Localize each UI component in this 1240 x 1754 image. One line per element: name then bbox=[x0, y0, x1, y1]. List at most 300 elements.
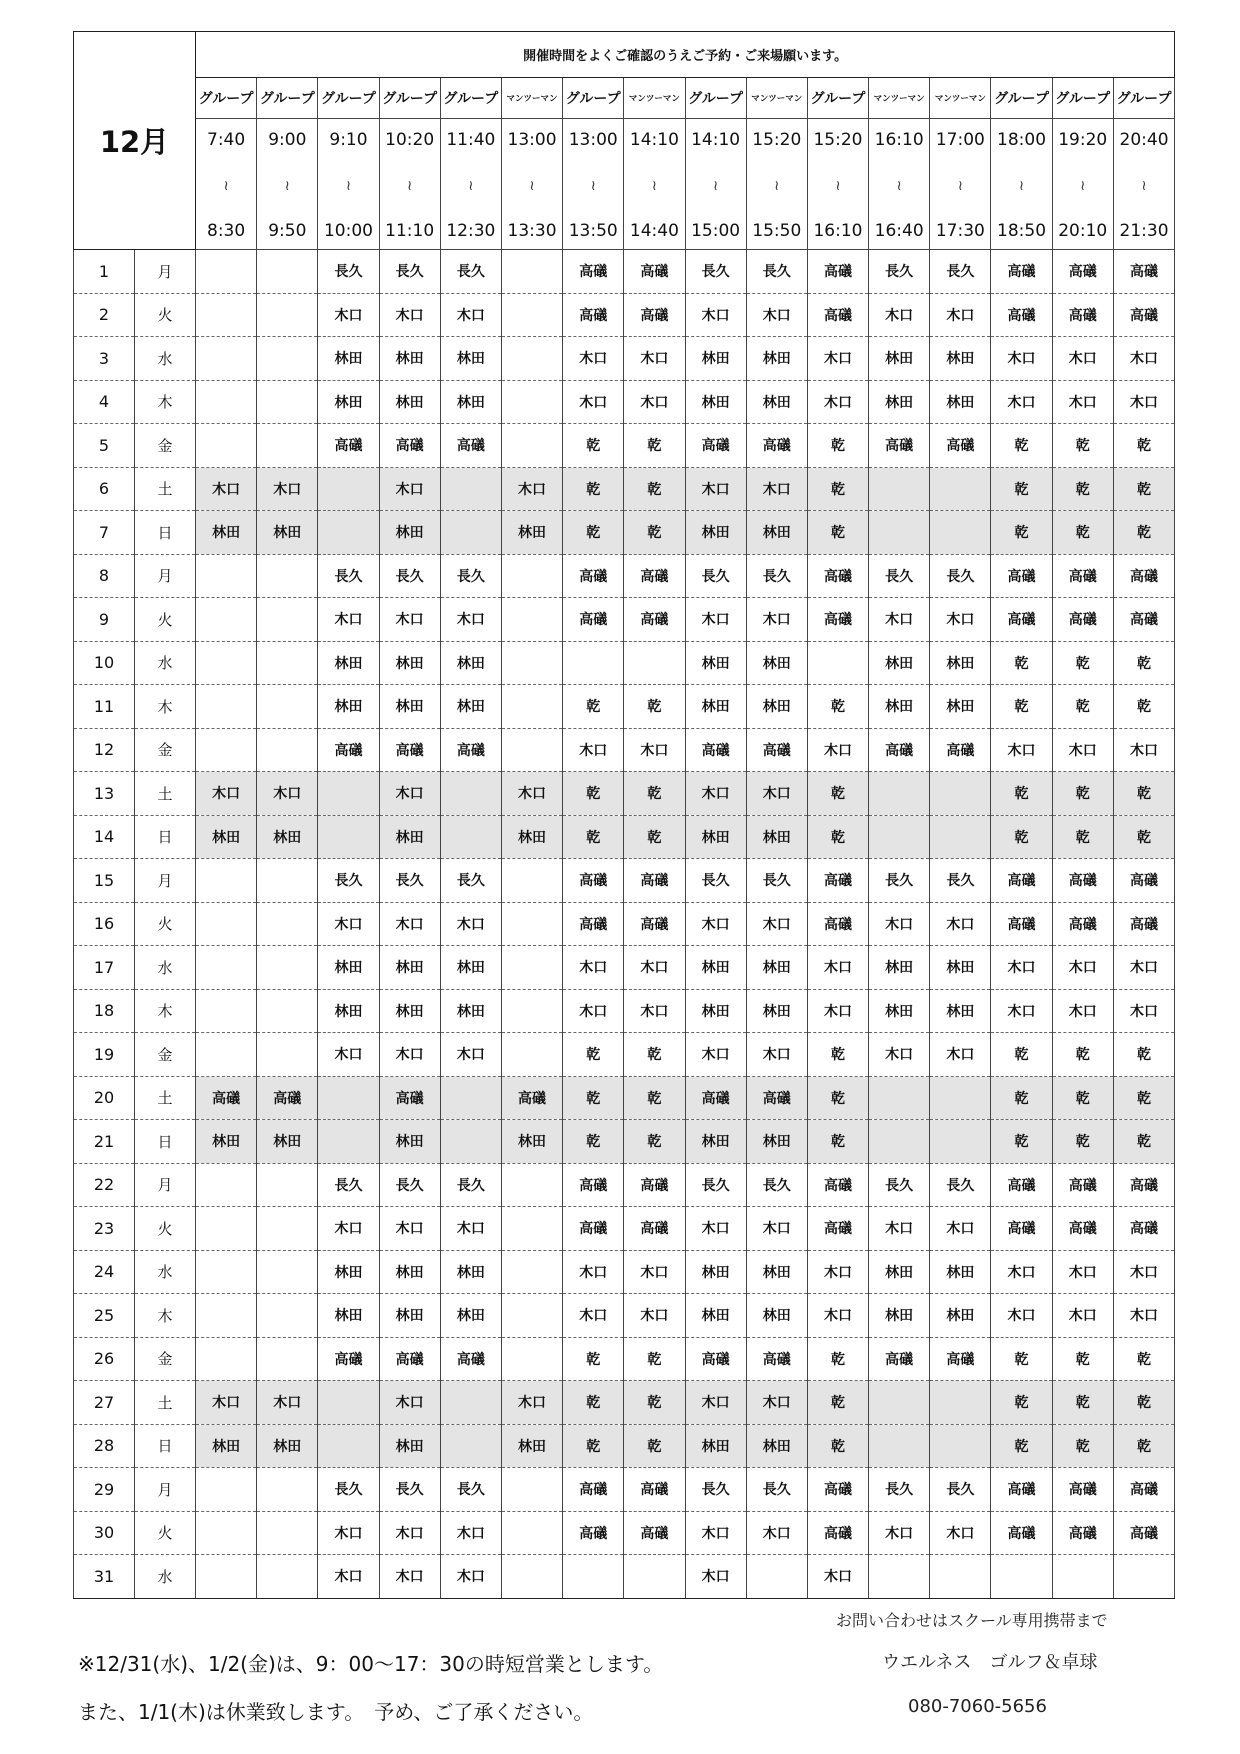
instructor-cell: 高礒 bbox=[991, 293, 1052, 337]
instructor-cell: 木口 bbox=[440, 1555, 501, 1599]
instructor-cell: 乾 bbox=[624, 1120, 685, 1164]
end-time: 20:10 bbox=[1058, 221, 1108, 241]
instructor-cell: 林田 bbox=[440, 989, 501, 1033]
instructor-cell: 高礒 bbox=[807, 1511, 868, 1555]
time-range bbox=[991, 119, 1051, 249]
instructor-cell: 木口 bbox=[1052, 728, 1113, 772]
instructor-cell: 長久 bbox=[685, 1468, 746, 1512]
instructor-cell bbox=[196, 641, 257, 685]
range-separator: ≀ bbox=[590, 178, 596, 194]
instructor-cell: 林田 bbox=[930, 380, 991, 424]
instructor-cell: 林田 bbox=[379, 989, 440, 1033]
day-row bbox=[74, 1033, 1175, 1077]
instructor-cell: 高礒 bbox=[685, 424, 746, 468]
start-time: 20:40 bbox=[1119, 130, 1169, 150]
instructor-cell: 高礒 bbox=[991, 1468, 1052, 1512]
instructor-cell bbox=[501, 1468, 562, 1512]
instructor-cell: 長久 bbox=[318, 554, 379, 598]
instructor-cell: 林田 bbox=[685, 946, 746, 990]
instructor-cell: 木口 bbox=[1113, 1294, 1174, 1338]
month-title: 12月 bbox=[74, 32, 196, 250]
instructor-cell: 長久 bbox=[685, 859, 746, 903]
instructor-cell: 林田 bbox=[440, 1250, 501, 1294]
instructor-cell: 木口 bbox=[991, 337, 1052, 381]
instructor-cell: 高礒 bbox=[257, 1076, 318, 1120]
instructor-cell bbox=[318, 467, 379, 511]
instructor-cell bbox=[563, 641, 624, 685]
instructor-cell bbox=[196, 1468, 257, 1512]
instructor-cell: 乾 bbox=[624, 1424, 685, 1468]
instructor-cell: 林田 bbox=[501, 511, 562, 555]
instructor-cell: 木口 bbox=[379, 1033, 440, 1077]
time-range bbox=[257, 119, 317, 249]
instructor-cell bbox=[501, 728, 562, 772]
day-row bbox=[74, 989, 1175, 1033]
day-of-week: 金 bbox=[135, 1033, 196, 1077]
instructor-cell bbox=[501, 554, 562, 598]
instructor-cell: 木口 bbox=[746, 467, 807, 511]
day-number: 24 bbox=[74, 1250, 135, 1294]
instructor-cell bbox=[930, 1424, 991, 1468]
instructor-cell: 木口 bbox=[685, 1381, 746, 1425]
instructor-cell: 高礒 bbox=[991, 1207, 1052, 1251]
instructor-cell: 長久 bbox=[930, 554, 991, 598]
lesson-type: マンツーマン bbox=[869, 78, 930, 119]
instructor-cell bbox=[257, 989, 318, 1033]
range-separator: ≀ bbox=[529, 178, 535, 194]
instructor-cell: 木口 bbox=[563, 989, 624, 1033]
instructor-cell: 乾 bbox=[563, 511, 624, 555]
instructor-cell: 木口 bbox=[318, 1511, 379, 1555]
instructor-cell: 乾 bbox=[1113, 1381, 1174, 1425]
instructor-cell bbox=[930, 815, 991, 859]
day-of-week: 日 bbox=[135, 815, 196, 859]
instructor-cell: 高礒 bbox=[869, 424, 930, 468]
day-of-week: 水 bbox=[135, 1250, 196, 1294]
instructor-cell: 高礒 bbox=[807, 250, 868, 294]
instructor-cell: 高礒 bbox=[624, 293, 685, 337]
instructor-cell: 木口 bbox=[685, 1511, 746, 1555]
instructor-cell bbox=[196, 1555, 257, 1599]
day-of-week: 木 bbox=[135, 380, 196, 424]
instructor-cell: 木口 bbox=[379, 1555, 440, 1599]
instructor-cell: 乾 bbox=[1113, 1337, 1174, 1381]
end-time: 17:30 bbox=[935, 221, 985, 241]
day-number: 29 bbox=[74, 1468, 135, 1512]
instructor-cell: 木口 bbox=[746, 1033, 807, 1077]
instructor-cell bbox=[196, 1250, 257, 1294]
instructor-cell: 乾 bbox=[991, 1381, 1052, 1425]
time-slot bbox=[685, 119, 746, 250]
instructor-cell bbox=[501, 685, 562, 729]
instructor-cell: 乾 bbox=[807, 815, 868, 859]
instructor-cell: 乾 bbox=[807, 467, 868, 511]
instructor-cell bbox=[257, 1337, 318, 1381]
instructor-cell: 高礒 bbox=[563, 293, 624, 337]
instructor-cell: 木口 bbox=[1113, 728, 1174, 772]
instructor-cell: 林田 bbox=[930, 946, 991, 990]
instructor-cell bbox=[196, 859, 257, 903]
day-of-week: 金 bbox=[135, 728, 196, 772]
instructor-cell: 木口 bbox=[379, 1207, 440, 1251]
instructor-cell bbox=[807, 641, 868, 685]
day-of-week: 木 bbox=[135, 1294, 196, 1338]
day-row bbox=[74, 728, 1175, 772]
range-separator: ≀ bbox=[407, 178, 413, 194]
time-range bbox=[441, 119, 501, 249]
instructor-cell: 高礒 bbox=[318, 728, 379, 772]
instructor-cell bbox=[196, 380, 257, 424]
range-separator: ≀ bbox=[223, 178, 229, 194]
instructor-cell bbox=[257, 380, 318, 424]
instructor-cell: 高礒 bbox=[1113, 859, 1174, 903]
instructor-cell: 高礒 bbox=[1052, 859, 1113, 903]
day-row bbox=[74, 859, 1175, 903]
day-number: 22 bbox=[74, 1163, 135, 1207]
instructor-cell: 乾 bbox=[991, 772, 1052, 816]
instructor-cell: 木口 bbox=[624, 728, 685, 772]
instructor-cell: 木口 bbox=[1052, 1250, 1113, 1294]
instructor-cell: 長久 bbox=[440, 250, 501, 294]
lesson-type: グループ bbox=[318, 78, 379, 119]
instructor-cell: 林田 bbox=[257, 815, 318, 859]
instructor-cell: 長久 bbox=[869, 1468, 930, 1512]
instructor-cell: 乾 bbox=[807, 1076, 868, 1120]
instructor-cell bbox=[318, 815, 379, 859]
instructor-cell bbox=[869, 1555, 930, 1599]
instructor-cell: 木口 bbox=[563, 1294, 624, 1338]
instructor-cell: 長久 bbox=[318, 250, 379, 294]
instructor-cell bbox=[257, 1207, 318, 1251]
instructor-cell: 木口 bbox=[869, 1207, 930, 1251]
instructor-cell bbox=[501, 902, 562, 946]
instructor-cell: 高礒 bbox=[624, 859, 685, 903]
instructor-cell: 乾 bbox=[991, 641, 1052, 685]
instructor-cell: 乾 bbox=[624, 1337, 685, 1381]
instructor-cell: 高礒 bbox=[685, 1076, 746, 1120]
instructor-cell: 林田 bbox=[930, 685, 991, 729]
day-row bbox=[74, 902, 1175, 946]
instructor-cell: 木口 bbox=[318, 1033, 379, 1077]
time-slot bbox=[563, 119, 624, 250]
instructor-cell: 木口 bbox=[196, 467, 257, 511]
instructor-cell bbox=[257, 1033, 318, 1077]
instructor-cell: 林田 bbox=[685, 685, 746, 729]
instructor-cell: 高礒 bbox=[991, 554, 1052, 598]
time-range bbox=[380, 119, 440, 249]
instructor-cell: 木口 bbox=[807, 1250, 868, 1294]
instructor-cell: 乾 bbox=[1052, 424, 1113, 468]
time-slot bbox=[1052, 119, 1113, 250]
instructor-cell: 長久 bbox=[746, 859, 807, 903]
range-separator: ≀ bbox=[284, 178, 290, 194]
instructor-cell bbox=[869, 1120, 930, 1164]
day-number: 31 bbox=[74, 1555, 135, 1599]
instructor-cell: 木口 bbox=[440, 598, 501, 642]
instructor-cell: 高礒 bbox=[379, 1337, 440, 1381]
time-range bbox=[930, 119, 990, 249]
start-time: 15:20 bbox=[813, 130, 863, 150]
instructor-cell: 高礒 bbox=[746, 1337, 807, 1381]
instructor-cell: 長久 bbox=[930, 1468, 991, 1512]
instructor-cell bbox=[440, 1076, 501, 1120]
time-range bbox=[1114, 119, 1174, 249]
end-time: 10:00 bbox=[323, 221, 373, 241]
instructor-cell: 高礒 bbox=[501, 1076, 562, 1120]
time-range bbox=[808, 119, 868, 249]
instructor-cell: 高礒 bbox=[563, 859, 624, 903]
instructor-cell: 木口 bbox=[991, 1294, 1052, 1338]
instructor-cell bbox=[501, 1555, 562, 1599]
instructor-cell: 木口 bbox=[318, 1207, 379, 1251]
instructor-cell: 林田 bbox=[318, 641, 379, 685]
instructor-cell: 木口 bbox=[869, 293, 930, 337]
day-number: 18 bbox=[74, 989, 135, 1033]
instructor-cell: 林田 bbox=[930, 337, 991, 381]
time-slot bbox=[807, 119, 868, 250]
instructor-cell: 木口 bbox=[318, 902, 379, 946]
instructor-cell: 木口 bbox=[685, 598, 746, 642]
range-separator: ≀ bbox=[651, 178, 658, 194]
instructor-cell: 木口 bbox=[807, 380, 868, 424]
instructor-cell: 高礒 bbox=[624, 1207, 685, 1251]
instructor-cell bbox=[501, 424, 562, 468]
instructor-cell: 木口 bbox=[1052, 946, 1113, 990]
day-row bbox=[74, 337, 1175, 381]
instructor-cell: 乾 bbox=[807, 1424, 868, 1468]
instructor-cell: 長久 bbox=[746, 554, 807, 598]
instructor-cell: 乾 bbox=[807, 772, 868, 816]
instructor-cell bbox=[257, 250, 318, 294]
day-number: 23 bbox=[74, 1207, 135, 1251]
instructor-cell: 林田 bbox=[257, 511, 318, 555]
instructor-cell: 林田 bbox=[746, 946, 807, 990]
day-of-week: 火 bbox=[135, 1511, 196, 1555]
instructor-cell: 木口 bbox=[991, 946, 1052, 990]
start-time: 9:10 bbox=[329, 130, 368, 150]
instructor-cell: 林田 bbox=[440, 380, 501, 424]
instructor-cell: 高礒 bbox=[1052, 902, 1113, 946]
instructor-cell: 高礒 bbox=[1113, 554, 1174, 598]
instructor-cell bbox=[257, 728, 318, 772]
instructor-cell: 木口 bbox=[624, 989, 685, 1033]
instructor-cell: 高礒 bbox=[1113, 250, 1174, 294]
instructor-cell bbox=[257, 1555, 318, 1599]
instructor-cell bbox=[930, 511, 991, 555]
instructor-cell: 木口 bbox=[685, 1033, 746, 1077]
instructor-cell: 林田 bbox=[379, 1120, 440, 1164]
instructor-cell: 林田 bbox=[685, 641, 746, 685]
instructor-cell: 林田 bbox=[685, 1294, 746, 1338]
instructor-cell: 高礒 bbox=[563, 1207, 624, 1251]
instructor-cell: 乾 bbox=[1052, 772, 1113, 816]
instructor-cell: 高礒 bbox=[563, 1468, 624, 1512]
instructor-cell bbox=[196, 1294, 257, 1338]
day-number: 28 bbox=[74, 1424, 135, 1468]
day-of-week: 火 bbox=[135, 598, 196, 642]
instructor-cell: 高礒 bbox=[991, 1511, 1052, 1555]
instructor-cell: 乾 bbox=[1113, 1424, 1174, 1468]
instructor-cell: 長久 bbox=[869, 554, 930, 598]
instructor-cell: 乾 bbox=[807, 1033, 868, 1077]
day-number: 20 bbox=[74, 1076, 135, 1120]
start-time: 18:00 bbox=[997, 130, 1047, 150]
instructor-cell: 長久 bbox=[440, 859, 501, 903]
instructor-cell bbox=[196, 1511, 257, 1555]
instructor-cell: 林田 bbox=[685, 989, 746, 1033]
instructor-cell: 高礒 bbox=[807, 293, 868, 337]
instructor-cell: 木口 bbox=[746, 598, 807, 642]
instructor-cell: 木口 bbox=[1113, 380, 1174, 424]
range-separator: ≀ bbox=[345, 178, 352, 194]
day-row bbox=[74, 685, 1175, 729]
range-separator: ≀ bbox=[896, 178, 902, 194]
day-of-week: 月 bbox=[135, 859, 196, 903]
lesson-type: グループ bbox=[196, 78, 257, 119]
instructor-cell bbox=[501, 337, 562, 381]
instructor-cell bbox=[257, 1294, 318, 1338]
schedule-table bbox=[73, 31, 1175, 1599]
time-range bbox=[686, 119, 746, 249]
instructor-cell bbox=[196, 1163, 257, 1207]
instructor-cell: 林田 bbox=[746, 380, 807, 424]
instructor-cell bbox=[930, 467, 991, 511]
instructor-cell bbox=[501, 859, 562, 903]
instructor-cell: 乾 bbox=[563, 1033, 624, 1077]
instructor-cell: 林田 bbox=[196, 815, 257, 859]
instructor-cell: 木口 bbox=[746, 1207, 807, 1251]
instructor-cell: 木口 bbox=[379, 772, 440, 816]
instructor-cell: 高礒 bbox=[379, 1076, 440, 1120]
instructor-cell: 高礒 bbox=[807, 598, 868, 642]
instructor-cell: 乾 bbox=[807, 685, 868, 729]
instructor-cell: 林田 bbox=[869, 1294, 930, 1338]
instructor-cell bbox=[501, 1294, 562, 1338]
instructor-cell: 乾 bbox=[991, 467, 1052, 511]
instructor-cell: 長久 bbox=[746, 250, 807, 294]
time-slot bbox=[257, 119, 318, 250]
instructor-cell: 林田 bbox=[685, 1250, 746, 1294]
instructor-cell: 長久 bbox=[318, 1163, 379, 1207]
day-row bbox=[74, 1511, 1175, 1555]
instructor-cell: 乾 bbox=[1052, 1120, 1113, 1164]
instructor-cell: 木口 bbox=[379, 1381, 440, 1425]
instructor-cell: 乾 bbox=[807, 511, 868, 555]
instructor-cell bbox=[196, 554, 257, 598]
instructor-cell bbox=[869, 1381, 930, 1425]
instructor-cell: 林田 bbox=[440, 946, 501, 990]
day-row bbox=[74, 1120, 1175, 1164]
instructor-cell: 林田 bbox=[379, 1424, 440, 1468]
time-range bbox=[869, 119, 929, 249]
start-time: 14:10 bbox=[691, 130, 741, 150]
range-separator: ≀ bbox=[468, 178, 474, 194]
instructor-cell: 乾 bbox=[624, 467, 685, 511]
range-separator: ≀ bbox=[1080, 178, 1086, 194]
day-of-week: 月 bbox=[135, 1163, 196, 1207]
instructor-cell: 木口 bbox=[807, 1294, 868, 1338]
lesson-type: マンツーマン bbox=[746, 78, 807, 119]
instructor-cell: 高礒 bbox=[563, 902, 624, 946]
instructor-cell: 木口 bbox=[624, 380, 685, 424]
instructor-cell: 高礒 bbox=[563, 1511, 624, 1555]
instructor-cell bbox=[501, 1033, 562, 1077]
instructor-cell: 長久 bbox=[869, 1163, 930, 1207]
start-time: 13:00 bbox=[568, 130, 618, 150]
header-notice-row bbox=[74, 32, 1175, 78]
instructor-cell: 林田 bbox=[685, 1424, 746, 1468]
instructor-cell: 高礒 bbox=[440, 424, 501, 468]
time-slot bbox=[196, 119, 257, 250]
instructor-cell: 木口 bbox=[1113, 989, 1174, 1033]
instructor-cell bbox=[196, 902, 257, 946]
day-of-week: 日 bbox=[135, 511, 196, 555]
instructor-cell: 木口 bbox=[930, 598, 991, 642]
instructor-cell bbox=[930, 1555, 991, 1599]
day-row bbox=[74, 1294, 1175, 1338]
instructor-cell: 林田 bbox=[379, 946, 440, 990]
instructor-cell: 木口 bbox=[991, 1250, 1052, 1294]
instructor-cell: 木口 bbox=[501, 1381, 562, 1425]
instructor-cell: 乾 bbox=[991, 1076, 1052, 1120]
lesson-type: マンツーマン bbox=[624, 78, 685, 119]
instructor-cell bbox=[1052, 1555, 1113, 1599]
day-row bbox=[74, 293, 1175, 337]
day-row bbox=[74, 554, 1175, 598]
instructor-cell: 木口 bbox=[379, 467, 440, 511]
instructor-cell: 乾 bbox=[624, 1033, 685, 1077]
instructor-cell: 乾 bbox=[1052, 685, 1113, 729]
day-of-week: 金 bbox=[135, 424, 196, 468]
instructor-cell: 高礒 bbox=[807, 902, 868, 946]
instructor-cell: 長久 bbox=[440, 554, 501, 598]
instructor-cell: 木口 bbox=[869, 598, 930, 642]
instructor-cell: 長久 bbox=[440, 1163, 501, 1207]
instructor-cell: 木口 bbox=[807, 337, 868, 381]
time-slot bbox=[440, 119, 501, 250]
instructor-cell: 木口 bbox=[1052, 989, 1113, 1033]
instructor-cell: 乾 bbox=[563, 1076, 624, 1120]
instructor-cell: 木口 bbox=[501, 467, 562, 511]
instructor-cell: 乾 bbox=[1052, 1381, 1113, 1425]
instructor-cell: 林田 bbox=[379, 641, 440, 685]
instructor-cell bbox=[869, 772, 930, 816]
instructor-cell: 高礒 bbox=[991, 859, 1052, 903]
instructor-cell: 木口 bbox=[624, 946, 685, 990]
time-range bbox=[502, 119, 562, 249]
instructor-cell: 高礒 bbox=[1052, 250, 1113, 294]
instructor-cell bbox=[257, 554, 318, 598]
instructor-cell: 長久 bbox=[869, 859, 930, 903]
instructor-cell: 高礒 bbox=[991, 902, 1052, 946]
instructor-cell bbox=[196, 1207, 257, 1251]
instructor-cell: 高礒 bbox=[1052, 598, 1113, 642]
instructor-cell: 林田 bbox=[746, 989, 807, 1033]
lesson-type: グループ bbox=[440, 78, 501, 119]
instructor-cell: 高礒 bbox=[930, 1337, 991, 1381]
instructor-cell: 木口 bbox=[685, 902, 746, 946]
instructor-cell bbox=[196, 1033, 257, 1077]
day-of-week: 水 bbox=[135, 337, 196, 381]
instructor-cell bbox=[257, 859, 318, 903]
instructor-cell: 木口 bbox=[318, 1555, 379, 1599]
instructor-cell: 林田 bbox=[746, 1120, 807, 1164]
instructor-cell bbox=[196, 989, 257, 1033]
instructor-cell: 高礒 bbox=[746, 424, 807, 468]
instructor-cell: 乾 bbox=[1113, 815, 1174, 859]
day-number: 30 bbox=[74, 1511, 135, 1555]
instructor-cell bbox=[501, 641, 562, 685]
